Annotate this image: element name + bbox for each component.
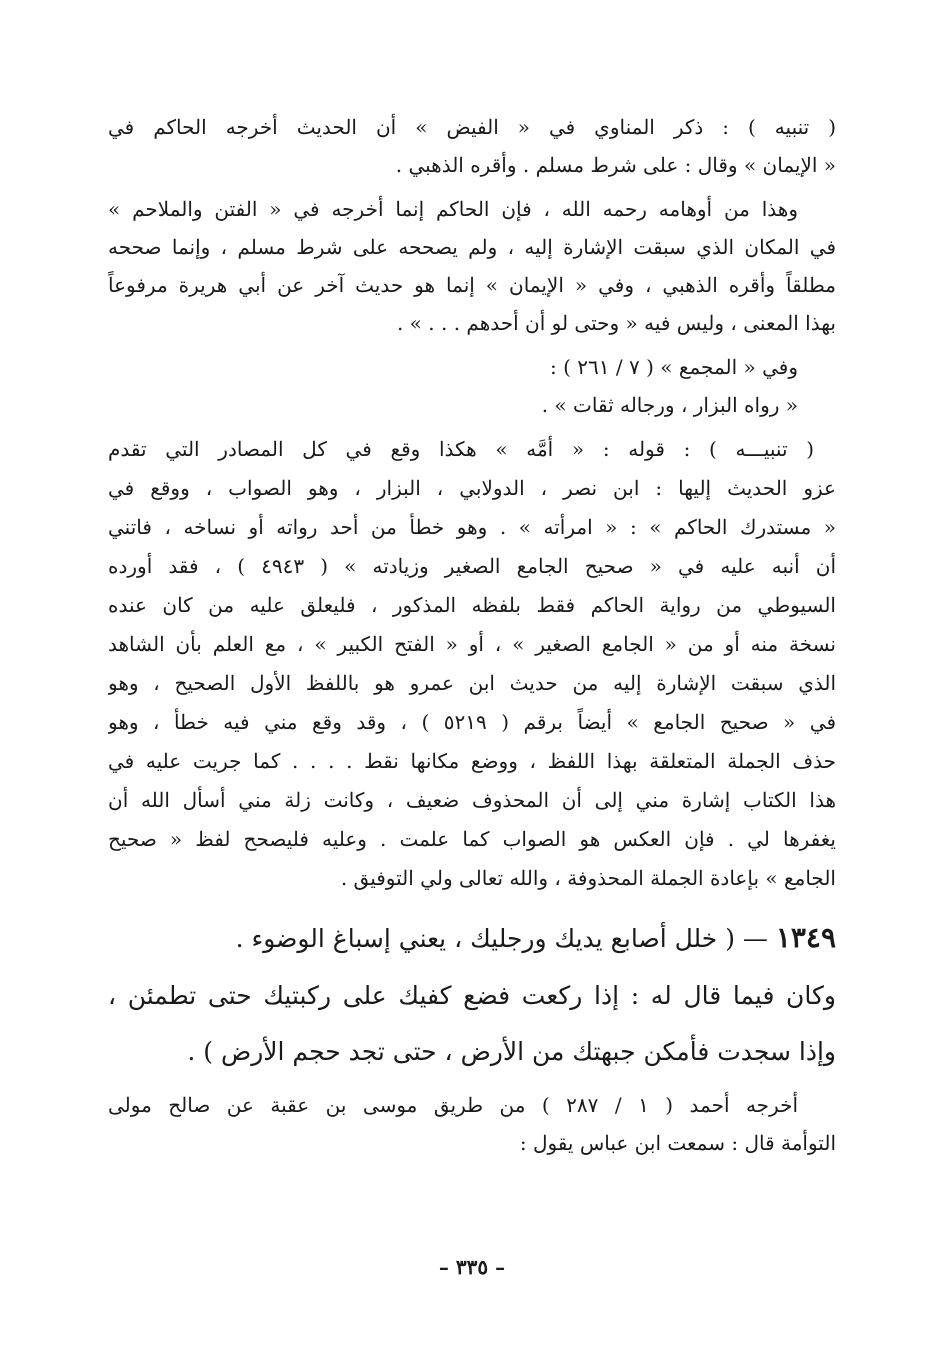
hadith-opening: — ( خلل أصابع يديك ورجليك ، يعني إسباغ الوضوء .	[235, 924, 776, 953]
text-line: وفي « المجمع » ( ٧ / ٢٦١ ) :	[550, 355, 798, 379]
text-line: عزو الحديث إليها : ابن نصر ، الدولابي ، البزار ، وهو الصواب ، ووقع في	[108, 476, 836, 500]
text-line: يغفرها لي . فإن العكس هو الصواب كما علمت . وعليه فليصحح لفظ « صحيح	[108, 827, 836, 851]
hadith-text	[108, 908, 836, 1080]
text-line: وهذا من أوهامه رحمه الله ، فإن الحاكم إنما أخرجه في « الفتن والملاحم »	[108, 197, 798, 221]
text-line: « الإيمان » وقال : على شرط مسلم . وأقره الذهبي .	[395, 153, 836, 177]
text-line: نسخة منه أو من « الجامع الصغير » ، أو « الفتح الكبير » ، مع العلم بأن الشاهد	[108, 632, 836, 656]
text-line: في المكان الذي سبقت الإشارة إليه ، ولم يصححه على شرط مسلم ، وإنما صححه	[108, 235, 836, 259]
commentary-paragraph	[108, 190, 836, 342]
hadith-heading-line	[108, 908, 836, 968]
text-line: بهذا المعنى ، وليس فيه « وحتى لو أن أحدهم . . . » .	[396, 311, 836, 335]
text-line: ( تنبيه ) : ذكر المناوي في « الفيض » أن الحديث أخرجه الحاكم في	[108, 115, 836, 139]
text-line: في « صحيح الجامع » أيضاً برقم ( ٥٢١٩ ) ، وقد وقع مني فيه خطأ ، وهو	[108, 710, 836, 734]
hadith-number: ١٣٤٩	[775, 921, 836, 954]
text-line: حذف الجملة المتعلقة بهذا اللفظ ، ووضع مكانها نقط . . . . كما جريت عليه في	[108, 749, 836, 773]
tanbih-note-1	[108, 108, 836, 184]
text-line: « مستدرك الحاكم » : « امرأته » . وهو خطأ من أحد رواته أو نساخه ، فاتني	[108, 515, 836, 539]
text-line: أخرجه أحمد ( ١ / ٢٨٧ ) من طريق موسى بن عقبة عن صالح مولى	[108, 1093, 799, 1117]
page-number: – ٣٣٥ –	[438, 1255, 506, 1279]
text-line: مطلقاً وأقره الذهبي ، وفي « الإيمان » إنما هو حديث آخر عن أبي هريرة مرفوعاً	[108, 273, 836, 297]
text-line: التوأمة قال : سمعت ابن عباس يقول :	[519, 1131, 836, 1155]
page-content	[108, 108, 836, 1359]
majma-citation	[108, 348, 836, 424]
text-line: هذا الكتاب إشارة مني إلى أن المحذوف ضعيف ، وكانت زلة مني أسأل الله أن	[108, 788, 836, 812]
text-line: الجامع » بإعادة الجملة المحذوفة ، والله تعالى ولي التوفيق .	[340, 866, 836, 890]
text-line: وإذا سجدت فأمكن جبهتك من الأرض ، حتى تجد حجم الأرض ) .	[187, 1037, 836, 1066]
text-line: وكان فيما قال له : إذا ركعت فضع كفيك على ركبتيك حتى تطمئن ،	[108, 981, 836, 1010]
text-line: الذي سبقت الإشارة إليه من حديث ابن عمرو هو باللفظ الأول الصحيح ، وهو	[108, 671, 836, 695]
text-line: ( تنبيـــه ) : قوله : « أمَّه » هكذا وقع في كل المصادر التي تقدم	[108, 437, 814, 461]
text-line: « رواه البزار ، ورجاله ثقات » .	[541, 393, 798, 417]
takhrij-paragraph	[108, 1086, 836, 1162]
text-line: أن أنبه عليه في « صحيح الجامع الصغير وزيادته » ( ٤٩٤٣ ) ، فقد أورده	[108, 554, 836, 578]
tanbih-note-2	[108, 430, 836, 898]
text-line: السيوطي من رواية الحاكم فقط بلفظه المذكور ، فليعلق عليه من كان عنده	[108, 593, 836, 617]
